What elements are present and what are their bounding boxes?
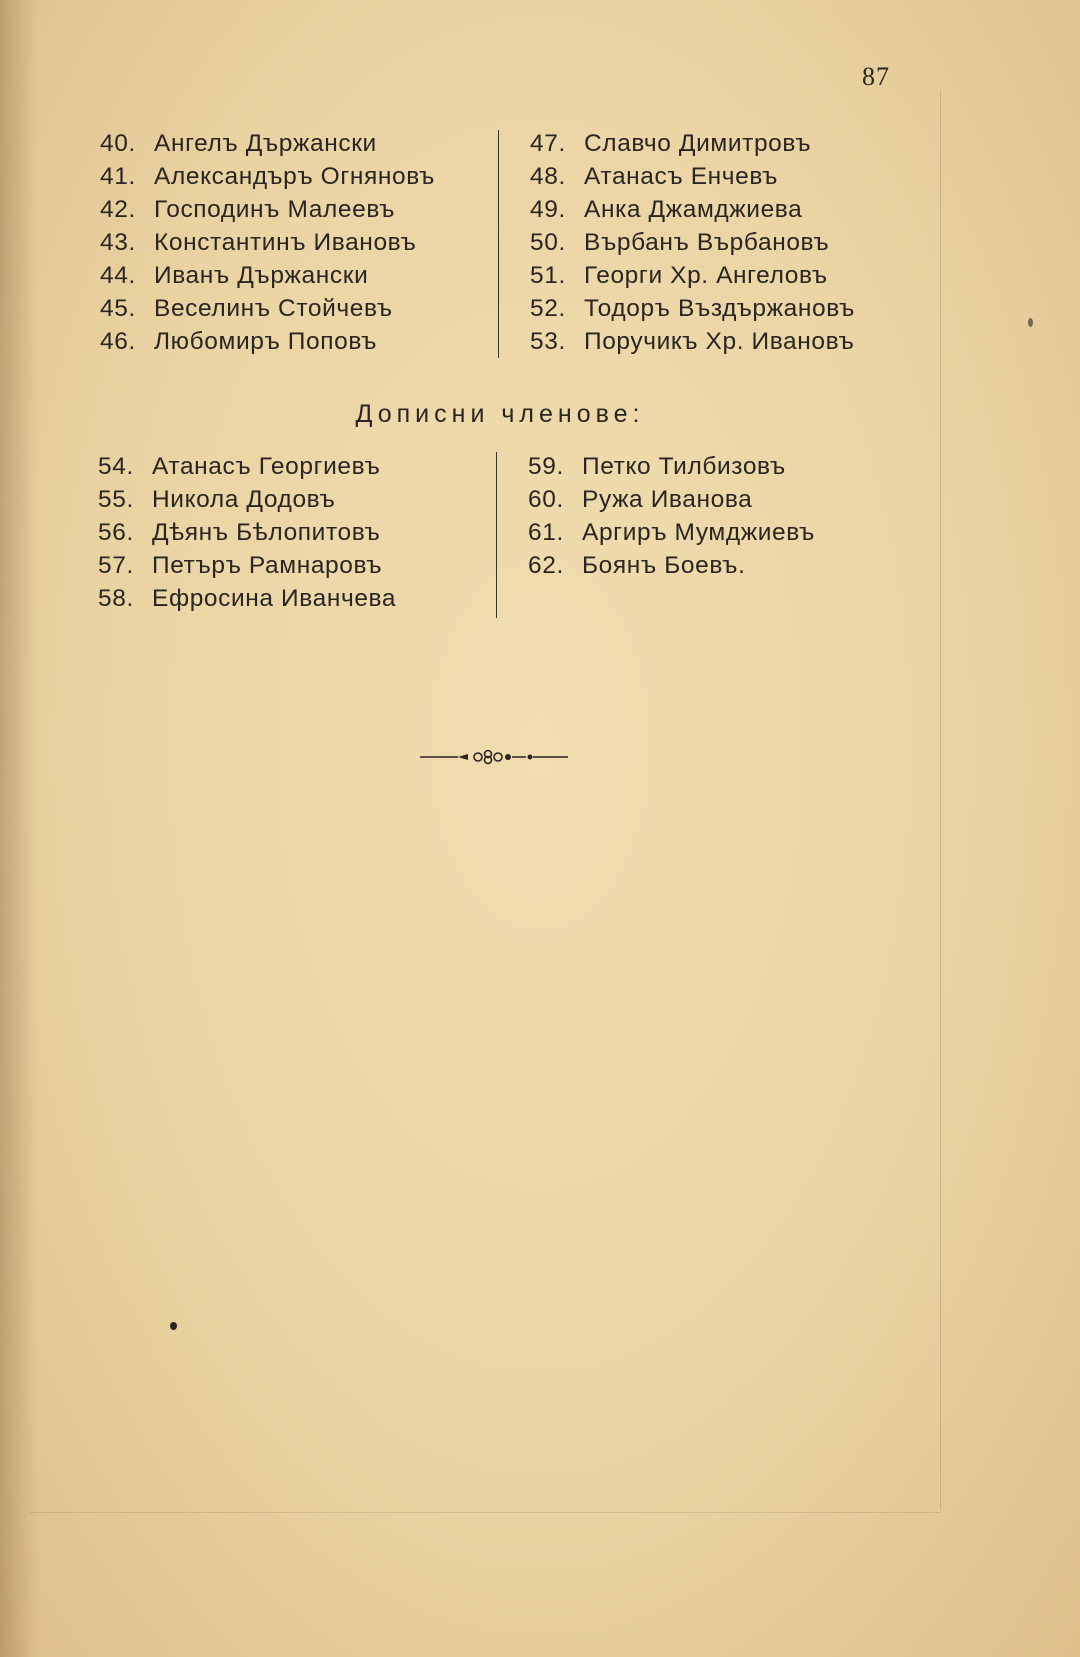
member-number: 48. — [530, 163, 566, 190]
member-name: Петко Тилбизовъ — [582, 453, 786, 480]
member-name: Господинъ Малеевъ — [154, 196, 396, 223]
member-entry — [528, 483, 815, 516]
page-edge — [940, 90, 941, 1510]
member-entry — [100, 160, 435, 193]
member-number: 42. — [100, 196, 136, 223]
ink-speck — [170, 1322, 177, 1330]
member-entry — [530, 259, 855, 292]
member-entry — [530, 193, 855, 226]
member-name: Константинъ Ивановъ — [154, 229, 417, 256]
member-entry — [98, 450, 396, 483]
member-name: Поручикъ Хр. Ивановъ — [584, 328, 855, 355]
member-name: Атанасъ Енчевъ — [584, 163, 779, 190]
member-entry — [530, 325, 855, 358]
member-name: Иванъ Държански — [154, 262, 369, 289]
corresponding-list-right — [528, 450, 815, 582]
member-list-left — [100, 127, 435, 358]
member-number: 55. — [98, 486, 134, 513]
member-name: Тодоръ Въздържановъ — [584, 295, 855, 322]
member-name: Славчо Димитровъ — [584, 130, 812, 157]
spine-shadow — [0, 0, 38, 1657]
member-number: 50. — [530, 229, 566, 256]
member-number: 61. — [528, 519, 564, 546]
member-name: Александъръ Огняновъ — [154, 163, 435, 190]
member-name: Веселинъ Стойчевъ — [154, 295, 393, 322]
member-entry — [98, 516, 396, 549]
member-list-right — [530, 127, 855, 358]
member-entry — [98, 483, 396, 516]
member-name: Атанасъ Георгиевъ — [152, 453, 381, 480]
member-number: 44. — [100, 262, 136, 289]
member-name: Ружа Иванова — [582, 486, 753, 513]
member-entry — [100, 193, 435, 226]
member-name: Боянъ Боевъ. — [582, 552, 746, 579]
ink-speck — [1028, 318, 1033, 327]
member-number: 60. — [528, 486, 564, 513]
member-name: Върбанъ Върбановъ — [584, 229, 830, 256]
member-name: Ангелъ Държански — [154, 130, 377, 157]
member-entry — [528, 516, 815, 549]
member-number: 47. — [530, 130, 566, 157]
corresponding-list-left — [98, 450, 396, 615]
member-entry — [530, 292, 855, 325]
member-number: 49. — [530, 196, 566, 223]
page-edge-bottom — [30, 1512, 940, 1513]
column-divider — [498, 130, 499, 358]
member-name: Петъръ Рамнаровъ — [152, 552, 383, 579]
member-name: Никола Додовъ — [152, 486, 336, 513]
member-number: 40. — [100, 130, 136, 157]
member-entry — [100, 127, 435, 160]
page-number: 87 — [862, 62, 890, 91]
member-entry — [528, 450, 815, 483]
member-number: 43. — [100, 229, 136, 256]
member-name: Любомиръ Поповъ — [154, 328, 378, 355]
member-name: Георги Хр. Ангеловъ — [584, 262, 828, 289]
member-number: 56. — [98, 519, 134, 546]
section-heading: Дописни членове: — [355, 400, 645, 428]
member-entry — [530, 127, 855, 160]
member-entry — [100, 226, 435, 259]
member-number: 54. — [98, 453, 134, 480]
member-number: 57. — [98, 552, 134, 579]
member-entry — [98, 549, 396, 582]
member-number: 52. — [530, 295, 566, 322]
member-entry — [100, 325, 435, 358]
column-divider — [496, 452, 497, 618]
member-entry — [530, 160, 855, 193]
member-entry — [528, 549, 815, 582]
member-number: 58. — [98, 585, 134, 612]
member-number: 51. — [530, 262, 566, 289]
member-number: 45. — [100, 295, 136, 322]
member-name: Дѣянъ Бѣлопитовъ — [152, 519, 381, 546]
member-entry — [100, 259, 435, 292]
member-name: Аргиръ Мумджиевъ — [582, 519, 815, 546]
fleuron-divider-icon — [418, 745, 570, 769]
member-entry — [100, 292, 435, 325]
member-entry — [98, 582, 396, 615]
member-name: Анка Джамджиева — [584, 196, 803, 223]
member-number: 53. — [530, 328, 566, 355]
member-number: 46. — [100, 328, 136, 355]
member-number: 62. — [528, 552, 564, 579]
member-name: Ефросина Иванчева — [152, 585, 397, 612]
member-entry — [530, 226, 855, 259]
member-number: 41. — [100, 163, 136, 190]
member-number: 59. — [528, 453, 564, 480]
